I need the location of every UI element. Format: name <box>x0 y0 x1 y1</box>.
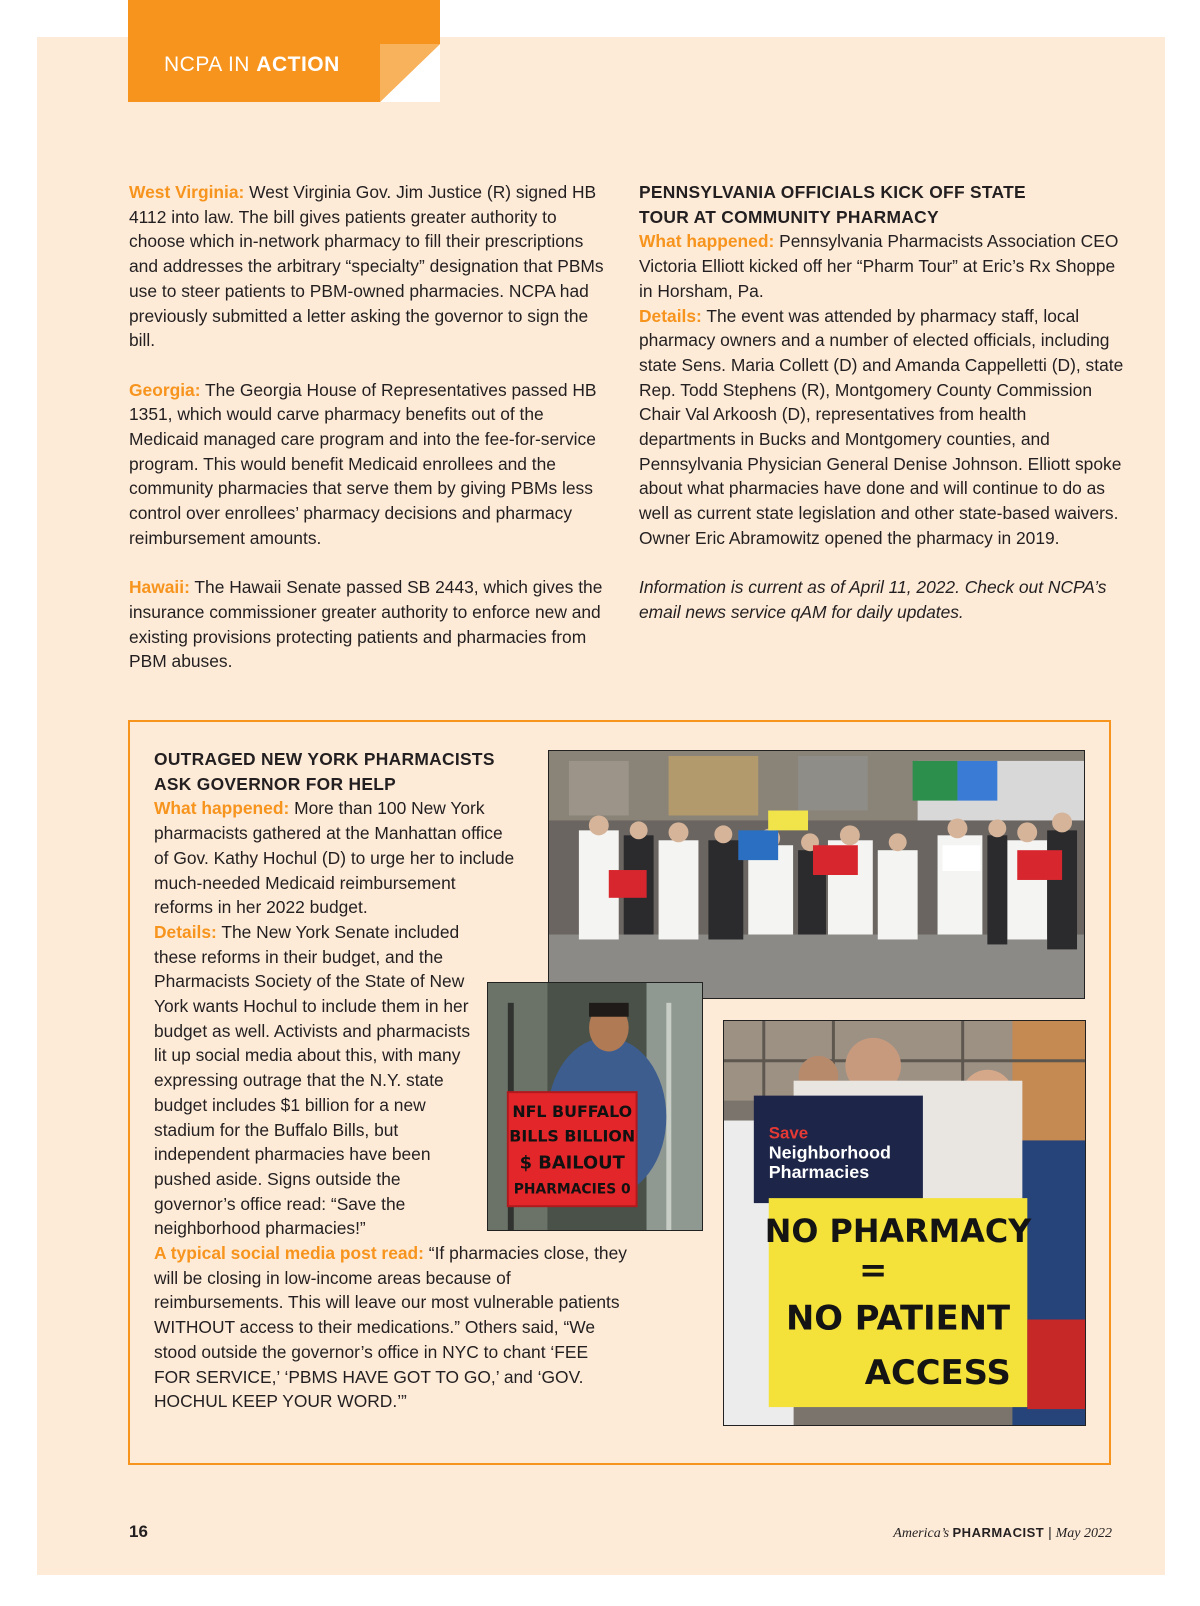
georgia-body: The Georgia House of Representatives passed HB 1351, which would carve pharmacy benefits out of the Medicaid managed care program and into the fee-for-service program. This would benefit Medicaid enrollees and the community pharmacies that serve them by giving PBMs less control over enrollees’ pharmacy decisions and pharmacy reimbursement amounts. <box>129 379 597 548</box>
georgia-item <box>129 378 614 551</box>
west-virginia-lead: West Virginia: <box>129 182 245 202</box>
west-virginia-item <box>129 180 614 353</box>
pennsylvania-details-lead: Details: <box>639 305 702 326</box>
new-york-details-body: The New York Senate included these reforms in their budget, and the Pharmacists Society of the State of New York wants Hochul to include them in her budget as well. Activists and pharmacists lit up social media about this, with many expressing outrage that the N.Y. state budget includes $1 billion for a new stadium for the Buffalo Bills, but independent pharmacies have been pushed aside. Signs outside the governor’s office read: “Save the neighborhood pharmacies!” <box>154 921 471 1239</box>
buffalo-bills-sign-photo <box>487 982 703 1231</box>
yellow-sign-line2: = <box>859 1250 888 1290</box>
georgia-lead: Georgia: <box>129 379 201 400</box>
issue-date: May 2022 <box>1055 1526 1112 1541</box>
left-column <box>129 180 614 674</box>
red-sign-line4: PHARMACIES 0 <box>513 1181 631 1198</box>
hawaii-body: The Hawaii Senate passed SB 2443, which gives the insurance commissioner greater authority to enforce new and existing provisions protecting patients and pharmacies from PBM abuses. <box>129 577 603 672</box>
section-title-bold: ACTION <box>256 53 340 76</box>
blue-sign-line3: Pharmacies <box>768 1162 870 1183</box>
currency-note: Information is current as of April 11, 2022. Check out NCPA’s email news service qAM for daily updates. <box>639 577 1107 622</box>
red-sign-line3: $ BAILOUT <box>519 1152 625 1174</box>
red-sign-line2: BILLS BILLION <box>509 1126 636 1146</box>
page-number: 16 <box>129 1522 148 1541</box>
hawaii-item <box>129 575 614 674</box>
section-title <box>164 53 340 77</box>
new-york-details-lead: Details: <box>154 921 217 942</box>
blue-sign-line2: Neighborhood <box>768 1142 891 1163</box>
pennsylvania-headline-line1: PENNSYLVANIA OFFICIALS KICK OFF STATE <box>639 182 1026 202</box>
yellow-sign-line1: NO PHARMACY <box>764 1211 1032 1250</box>
magazine-footer <box>893 1524 1112 1542</box>
pennsylvania-what-body: Pennsylvania Pharmacists Association CEO Victoria Elliott kicked off her “Pharm Tour” at Eric’s Rx Shoppe in Horsham, Pa. <box>639 231 1119 301</box>
new-york-headline-line1: OUTRAGED NEW YORK PHARMACISTS <box>154 749 495 769</box>
group-protest-photo <box>548 750 1085 999</box>
pennsylvania-details-body: The event was attended by pharmacy staff, local pharmacy owners and a number of elected officials, including state Sens. Maria Collett (D) and Amanda Cappelletti (D), state Rep. Todd Stephens (R), Montgomery County Commission Chair Val Arkoosh (D), representatives from health departments in Bucks and Montgomery counties, and Pennsylvania Physician General Denise Johnson. Elliott spoke about what pharmacies have done and will continue to do as well as current state legislation and other state-based waivers. Owner Eric Abramowitz opened the pharmacy in 2019. <box>639 305 1124 548</box>
footer-separator: | <box>1044 1524 1056 1540</box>
tab-fold-corner <box>380 44 440 102</box>
new-york-social-post <box>154 1241 629 1414</box>
pennsylvania-details <box>639 304 1124 551</box>
save-neighborhood-pharmacies-sign <box>754 1096 923 1203</box>
new-york-what-lead: What happened: <box>154 798 290 819</box>
new-york-post-body: “If pharmacies close, they will be closing in low-income areas because of reimbursements. This will leave our most vulnerable patients WITHOUT access to their medications.” Others said, “We stood outside the governor’s office in NYC to chant ‘FEE FOR SERVICE,’ ‘PBMS HAVE GOT TO GO,’ and ‘GOV. HOCHUL KEEP YOUR WORD.’” <box>154 1243 627 1412</box>
magazine-name-bold: PHARMACIST <box>952 1525 1045 1540</box>
pennsylvania-what-lead: What happened: <box>639 231 775 252</box>
new-york-post-lead: A typical social media post read: <box>154 1243 424 1264</box>
pennsylvania-what-happened <box>639 229 1124 303</box>
new-york-details <box>154 920 479 1241</box>
new-york-headline-line2: ASK GOVERNOR FOR HELP <box>154 773 397 794</box>
red-protest-sign <box>508 1092 637 1206</box>
blue-sign-line1: Save <box>768 1123 809 1143</box>
pennsylvania-headline-line2: TOUR AT COMMUNITY PHARMACY <box>639 206 939 227</box>
yellow-sign-line3: NO PATIENT <box>785 1298 1011 1338</box>
red-sign-line1: NFL BUFFALO <box>512 1101 633 1121</box>
yellow-sign-line4: ACCESS <box>864 1353 1011 1393</box>
magazine-name-pre: America’s <box>893 1526 953 1541</box>
west-virginia-body: West Virginia Gov. Jim Justice (R) signed HB 4112 into law. The bill gives patients greater authority to choose which in-network pharmacy to fill their prescriptions and addresses the arbitrary “specialty” designation that PBMs use to steer patients to PBM-owned pharmacies. NCPA had previously submitted a letter asking the governor to sign the bill. <box>129 182 604 351</box>
new-york-what-happened <box>154 796 519 920</box>
right-column <box>639 180 1124 625</box>
no-pharmacy-sign-photo <box>723 1020 1086 1426</box>
no-pharmacy-yellow-sign <box>765 1198 1032 1407</box>
new-york-what-body: More than 100 New York pharmacists gathered at the Manhattan office of Gov. Kathy Hochul (D) to urge her to include much-needed Medicaid reimbursement reforms in her 2022 budget. <box>154 798 515 918</box>
section-title-light: NCPA IN <box>164 53 257 76</box>
hawaii-lead: Hawaii: <box>129 577 190 598</box>
